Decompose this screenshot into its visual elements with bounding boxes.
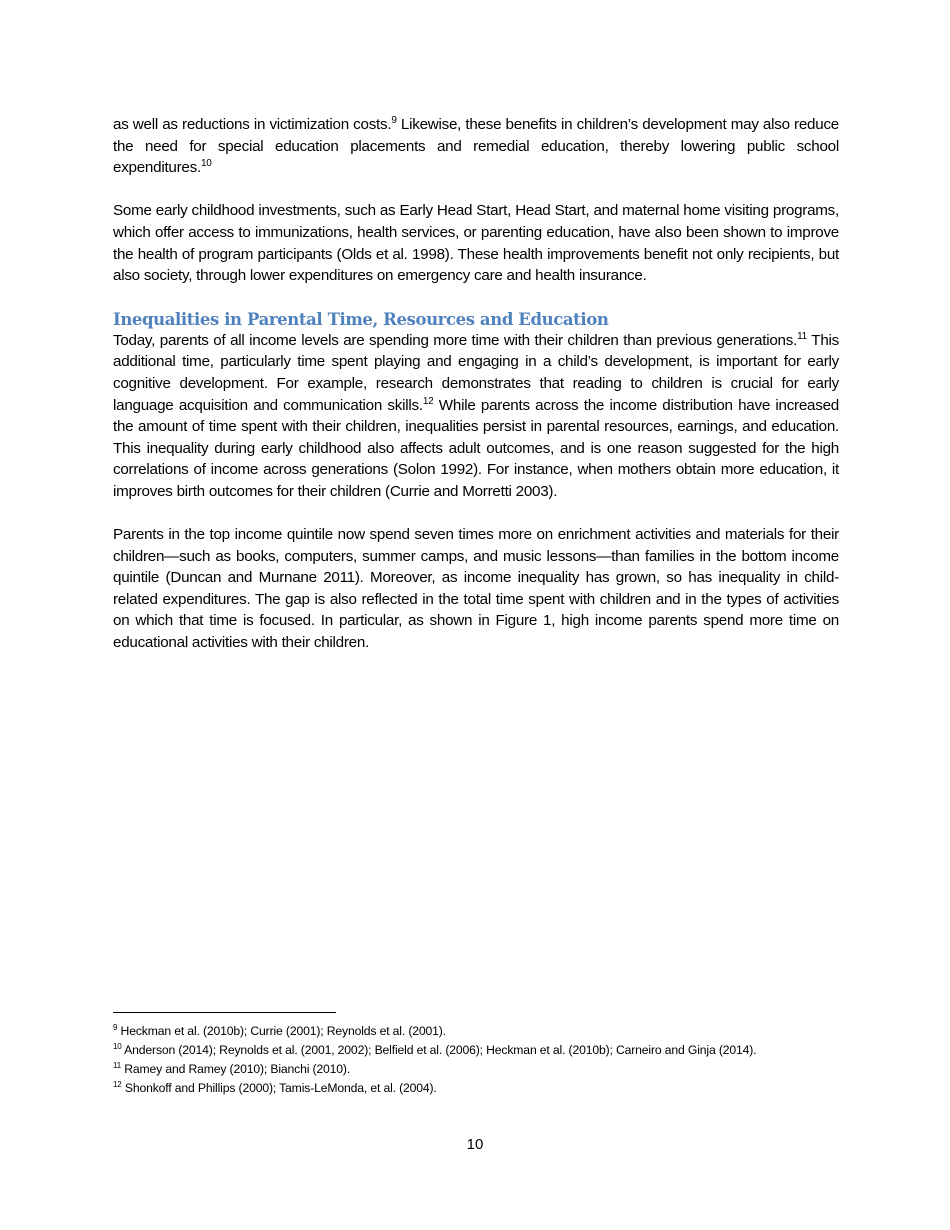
footnote-separator xyxy=(113,1012,336,1013)
paragraph xyxy=(113,114,839,179)
text: as well as reductions in victimization costs. xyxy=(113,116,392,133)
footnote-ref[interactable]: 9 xyxy=(391,115,397,126)
page-number: 10 xyxy=(466,1136,484,1153)
footnote-ref[interactable]: 10 xyxy=(200,158,212,170)
footnote-number: 11 xyxy=(113,1061,122,1070)
paragraph xyxy=(113,524,839,654)
footnote-number: 10 xyxy=(113,1042,122,1051)
footnote-text: Ramey and Ramey (2010); Bianchi (2010). xyxy=(121,1062,351,1076)
footnote xyxy=(113,1060,839,1079)
footnote xyxy=(113,1079,839,1098)
section-heading: Inequalities in Parental Time, Resources and Education xyxy=(113,309,609,329)
text: This additional time, particularly time spent playing and engaging in a child’s development, is important for early cognitive development. For example, research demonstrates that reading to children is crucial for early language acquisition and communication skills. xyxy=(113,331,839,414)
footnotes xyxy=(113,1022,839,1098)
paragraph xyxy=(113,330,839,503)
text: Parents in the top income quintile now spend seven times more on enrichment activities and materials for their children—such as books, computers, summer camps, and music lessons—than families in the bottom income quintile (Duncan and Murnane 2011). Moreover, as income inequality has grown, so has inequality in child-related expenditures. The gap is also reflected in the total time spent with children and in the types of activities on which that time is focused. In particular, as shown in Figure 1, high income parents spend more time on educational activities with their children. xyxy=(113,526,839,652)
footnote-ref[interactable]: 12 xyxy=(422,395,434,407)
footnote-text: Heckman et al. (2010b); Currie (2001); Reynolds et al. (2001). xyxy=(117,1024,446,1038)
paragraph xyxy=(113,200,839,286)
body-text xyxy=(113,114,839,654)
text: Likewise, these benefits in children’s development may also reduce the need for special education placements and remedial education, thereby lowering public school expenditures. xyxy=(113,116,839,177)
text: Today, parents of all income levels are spending more time with their children than previous generations. xyxy=(113,331,798,349)
text: Some early childhood investments, such as Early Head Start, Head Start, and maternal home visiting programs, which offer access to immunizations, health services, or parenting education, have also been shown to improve the health of program participants (Olds et al. 1998). These health improvements benefit not only recipients, but also society, through lower expenditures on emergency care and health insurance. xyxy=(113,202,839,285)
footnote-number: 12 xyxy=(113,1080,122,1089)
footnote xyxy=(113,1041,839,1060)
footnote xyxy=(113,1022,839,1041)
footnote-text: Shonkoff and Phillips (2000); Tamis-LeMonda, et al. (2004). xyxy=(121,1081,437,1095)
footnote-ref[interactable]: 11 xyxy=(797,330,807,342)
footnote-text: Anderson (2014); Reynolds et al. (2001, 2002); Belfield et al. (2006); Heckman et al. (2010b); Carneiro and Ginja (2014). xyxy=(121,1043,757,1057)
footnote-number: 9 xyxy=(113,1023,118,1032)
text: While parents across the income distribution have increased the amount of time spent with their children, inequalities persist in parental resources, earnings, and education. This inequality during early childhood also affects adult outcomes, and is one reason suggested for the high correlations of income across generations (Solon 1992). For instance, when mothers obtain more education, it improves birth outcomes for their children (Currie and Morretti 2003). xyxy=(113,396,839,500)
